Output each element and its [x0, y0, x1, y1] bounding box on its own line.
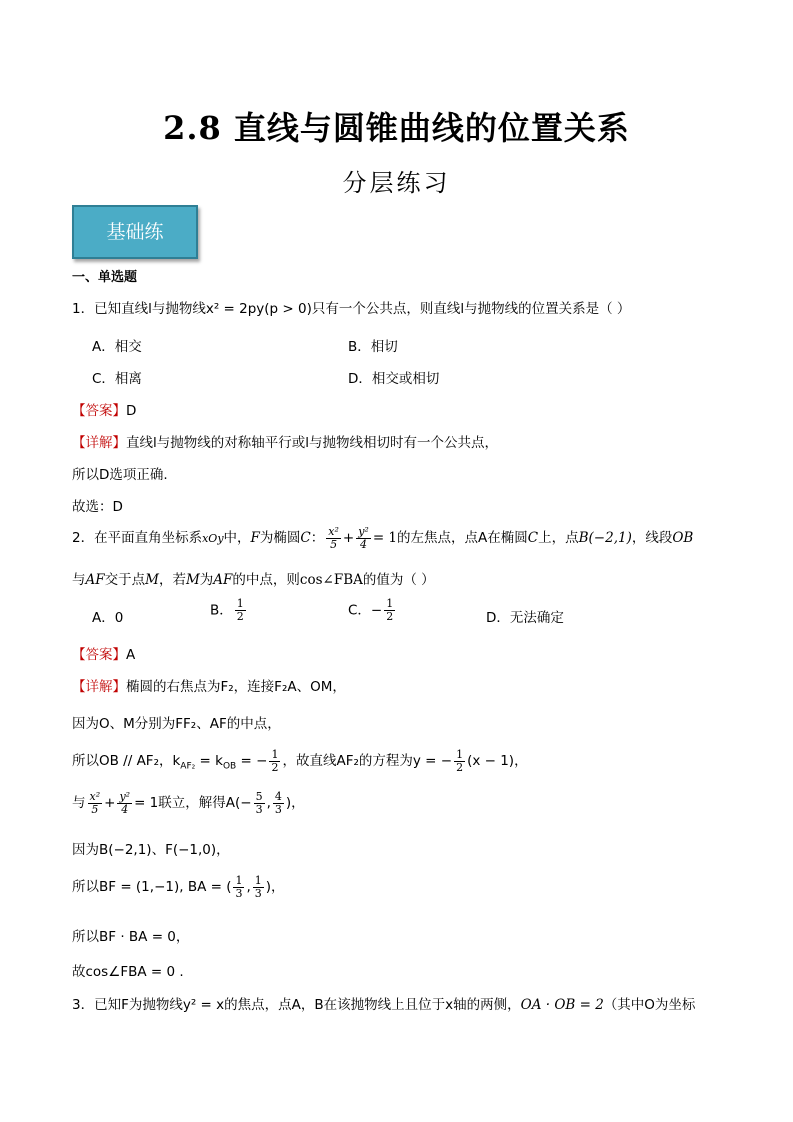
q1-stem: 1．已知直线l与抛物线x² = 2py(p > 0)只有一个公共点，则直线l与抛物线的位置关系是（ ） — [72, 301, 631, 317]
level-badge: 基础练 — [72, 205, 198, 259]
detail-text: 直线l与抛物线的对称轴平行或l与抛物线相切时有一个公共点， — [126, 435, 499, 451]
q2-detail-line3: 所以OB // AF₂，$k_{AF_2} = k_{OB}$ = − $\frac{1}{2}$ ，故直线AF₂的方程为y = − $\frac{1}{2}$ (x − 1)， — [72, 747, 528, 774]
q3-stem: 3．已知F为抛物线y² = x的焦点，点A，B在该抛物线上且位于x轴的两侧，OA · OB = 2（其中O为坐标 — [72, 997, 696, 1013]
fraction: $\frac{\text{y²}}{4}$ — [358, 524, 369, 551]
q1-option-c: C．相离 — [92, 371, 142, 387]
q2-answer: 【答案】A — [72, 647, 136, 663]
page-subtitle: 分层练习 — [342, 169, 451, 197]
q1-detail — [72, 431, 498, 451]
q2-option-a: A．0 — [92, 610, 124, 626]
q2-detail-line2: 因为O、M分别为FF₂、AF的中点， — [72, 716, 281, 732]
q2-option-c: C．− $\frac{1}{2}$ — [348, 597, 394, 623]
answer-value: D — [126, 403, 137, 419]
detail-tag: 【详解】 — [72, 435, 126, 451]
q1-option-b: B．相切 — [348, 339, 398, 355]
q2-detail-line4: 与 $\frac{\text{x²}}{5}$ + $\frac{\text{y²}}{4}$ = 1联立，解得A(− $\frac{5}{3}$ , $\frac{4}{3}$ )， — [72, 789, 305, 816]
q2-detail-line6: 所以BF = (1,−1), BA = ( $\frac{1}{3}$ , $\frac{1}{3}$ )， — [72, 873, 285, 900]
answer-tag: 【答案】 — [72, 403, 126, 419]
q2-detail-line7: 所以BF · BA = 0， — [72, 929, 190, 945]
q1-answer — [72, 399, 136, 419]
q1-option-a: A．相交 — [92, 339, 142, 355]
section-heading: 一、单选题 — [72, 270, 138, 285]
q2-option-d: D．无法确定 — [486, 610, 564, 626]
q2-stem-line2: 与AF交于点M，若M为AF的中点，则cos∠FBA的值为（ ） — [72, 572, 435, 588]
q1-option-d: D．相交或相切 — [348, 371, 440, 387]
q1-detail-line3: 故选：D — [72, 499, 123, 515]
q2-detail-line5: 因为B(−2,1)、F(−1,0)， — [72, 842, 230, 858]
q1-detail-line2: 所以D选项正确. — [72, 467, 168, 483]
q2-detail: 【详解】椭圆的右焦点为F₂，连接F₂A、OM， — [72, 679, 346, 695]
q2-stem: 2．在平面直角坐标系xOy中，F为椭圆C： $\frac{\text{x²}}{5}$ + $\frac{\text{y²}}{4}$ = 1的左焦点，点A在椭圆C上，点B(−2,1)，线段OB — [72, 524, 694, 551]
fraction: $\frac{\text{x²}}{5}$ — [328, 524, 339, 551]
q2-detail-line8: 故cos∠FBA = 0 . — [72, 964, 184, 980]
page-title: 2.8 直线与圆锥曲线的位置关系 — [163, 109, 630, 147]
q2-option-b: B． $\frac{1}{2}$ — [210, 597, 244, 623]
